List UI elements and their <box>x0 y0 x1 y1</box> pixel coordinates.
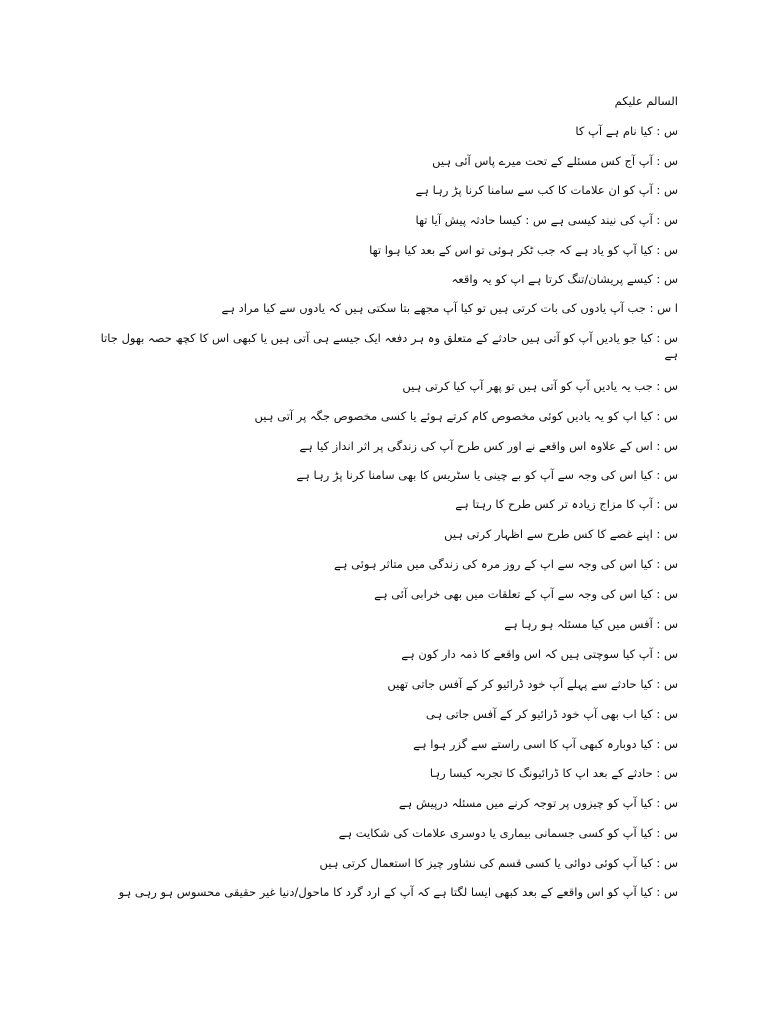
question-line: س : اس کے علاوہ اس واقعے نے اور کس طرح آپ کی زندگی پر اثر انداز کیا ہے <box>299 439 678 453</box>
question-line: س : آپ کی نیند کیسی ہے س : کیسا حادثہ پیش آیا تھا <box>415 213 678 227</box>
question-line: س : آفس میں کیا مسئلہ ہو رہا ہے <box>504 617 678 631</box>
question-line: س : کیا نام ہے آپ کا <box>575 124 678 138</box>
question-line: س : کیا آپ کو چیزوں پر توجہ کرنے میں مسئلہ درپیش ہے <box>398 796 678 810</box>
question-line: س : کیا اس کی وجہ سے اپ کے روز مرہ کی زندگی میں متاثر ہوئی ہے <box>334 557 678 571</box>
question-line: س : کیا حادثے سے پہلے آپ خود ڈرائیو کر کے آفس جاتی تھیں <box>387 677 678 691</box>
question-line: س : آپ کو ان علامات کا کب سے سامنا کرنا پڑ رہا ہے <box>415 183 678 197</box>
question-line: س : آپ کا مزاج زیادہ تر کس طرح کا رہتا ہے <box>455 497 678 511</box>
question-line: س : اپنے غصے کا کس طرح سے اظہار کرتی ہیں <box>444 527 678 541</box>
question-line: س : آپ آج کس مسئلے کے تحت میرے پاس آئی ہیں <box>432 154 678 168</box>
question-line: س : جب یہ یادیں آپ کو آتی ہیں تو پھر آپ کیا کرتی ہیں <box>402 379 678 393</box>
question-line: س : کیا جو یادیں آپ کو آتی ہیں حادثے کے متعلق وہ ہر دفعہ ایک جیسے ہی آتی ہیں یا کبھی اس کا کچھ حصہ بھول جاتا ہے <box>100 331 678 361</box>
question-line: س : کیا آپ کو کسی جسمانی بیماری یا دوسری علامات کی شکایت ہے <box>338 826 678 840</box>
question-line: س : کیا آپ کو اس واقعے کے بعد کبھی ایسا لگتا ہے کہ آپ کے ارد گرد کا ماحول/دنیا غیر حقیقی محسوس ہو رہی ہو <box>118 885 678 899</box>
question-line: س : کیا اس کی وجہ سے آپ کو بے چینی یا سٹریس کا بھی سامنا کرنا پڑ رہا ہے <box>296 468 678 482</box>
question-line: س : حادثے کے بعد اپ کا ڈرائیونگ کا تجربہ کیسا رہا <box>429 766 678 780</box>
question-line: س : کیا آپ کوئی دوائی یا کسی قسم کی نشاور چیز کا استعمال کرتی ہیں <box>319 856 678 870</box>
question-line: س : کیا آپ کو یاد ہے کہ جب ٹکر ہوئی تو اس کے بعد کیا ہوا تھا <box>369 243 678 257</box>
question-line: س : کیسے پریشان/تنگ کرتا ہے اپ کو یہ واقعہ <box>451 272 678 286</box>
question-line: ا س : جب آپ یادوں کی بات کرتی ہیں تو کیا آپ مجھے بتا سکتی ہیں کہ یادوں سے کیا مراد ہے <box>221 301 678 315</box>
question-line: س : آپ کیا سوچتی ہیں کہ اس واقعے کا ذمہ دار کون ہے <box>401 647 678 661</box>
question-line: س : کیا دوبارہ کبھی آپ کا اسی راستے سے گزر ہوا ہے <box>413 737 678 751</box>
question-line: س : کیا اپ کو یہ یادیں کوئی مخصوص کام کرتے ہوئے یا کسی مخصوص جگہ پر آتی ہیں <box>254 409 678 423</box>
greeting-line: السالم علیکم <box>614 94 678 108</box>
question-line: س : کیا اس کی وجہ سے آپ کے تعلقات میں بھی خرابی آئی ہے <box>374 587 678 601</box>
question-line: س : کیا اب بھی آپ خود ڈرائیو کر کے آفس جاتی ہی <box>425 707 678 721</box>
